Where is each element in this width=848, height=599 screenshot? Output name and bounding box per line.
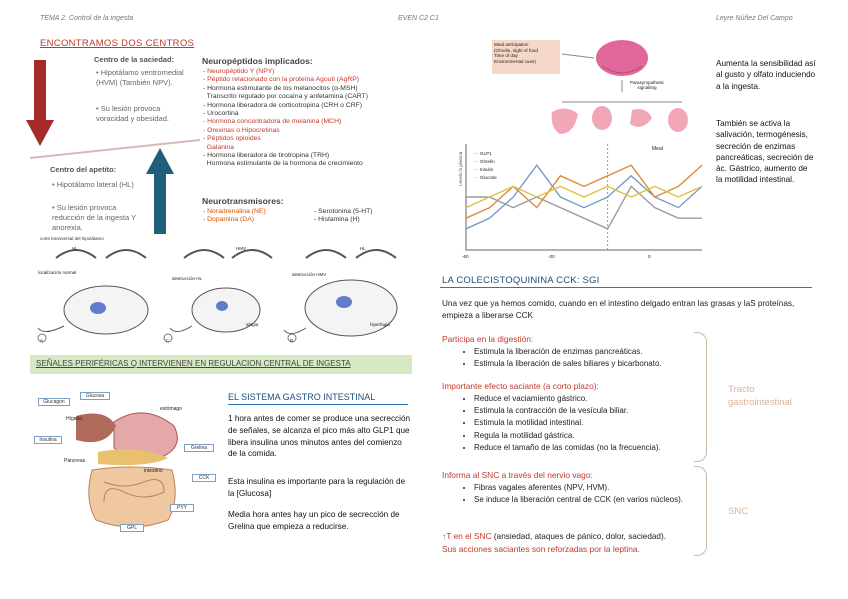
satiety-heading: Centro de la saciedad:: [94, 55, 175, 64]
rat-label-destruction-hmv: destrucción HMV: [292, 272, 327, 277]
legend-glp1: GLP1: [479, 151, 492, 156]
gastro-paragraph-3: Media hora antes hay un pico de secrección de Grelina que empieza a reducirse.: [228, 510, 400, 531]
neuropeptide-item: - Hormona liberadora de corticotropina (CRH o CRF): [203, 101, 363, 109]
rats-figure: [36, 230, 408, 346]
appetite-item-2: • Su lesión provoca reducción de la ingesta Y anorexia.: [52, 203, 136, 232]
arrow-up-icon: [146, 148, 174, 234]
arrow-down-icon: [26, 60, 54, 146]
meal-anticipation-box: Meal anticipation (Ghrelin, sight of food Time of day Environmental cues): [492, 40, 560, 74]
cck-leptin: Sus acciones saciantes son reforzadas por la leptina.: [442, 544, 640, 554]
gi-label-glucagon: Glucagon: [38, 398, 70, 406]
chart-ylabel: Levels in plasma: [458, 151, 463, 186]
gastro-paragraph-1: 1 hora antes de comer se produce una secrección de señales, se alcanza el pico más alto GLP1 que libera insulina unos minutos antes del comienzo de la comida.: [228, 414, 411, 459]
brain-label-hmv: HMV: [236, 246, 246, 251]
cck-intro: Una vez que ya hemos comido, cuando en el intestino delgado entran las grasas y laS proteínas, empieza a liberarse CCK: [442, 299, 795, 320]
appetite-item-1: • Hipotálamo lateral (HL): [52, 180, 134, 189]
side-label-snc: SNC: [728, 506, 749, 517]
gi-label-higado: Hígado: [66, 416, 83, 422]
cck-satiety-item: • Reduce el tamaño de las comidas (no la frecuencia).: [474, 442, 744, 454]
gi-illustration: [36, 386, 216, 544]
neuropeptides-list: [203, 68, 423, 169]
gi-label-cck: CCK: [192, 474, 216, 482]
panel-letter-a: A: [40, 338, 44, 343]
gi-label-pancreas: Páncreas: [64, 458, 86, 464]
cck-digest-label: Participa en la digestión:: [442, 334, 534, 344]
chart-meal-label: Meal: [652, 146, 663, 152]
tick-x-3: 0: [648, 254, 651, 259]
neuropeptide-item: Transcrito regulado por cocaína y anfetamina (CART): [203, 93, 368, 101]
neuropeptide-item: - Péptidos opioides: [203, 135, 261, 143]
gastro-title: EL SISTEMA GASTRO INTESTINAL: [228, 392, 376, 402]
header-right: Leyre Núñez Del Campo: [716, 15, 793, 22]
cck-title: LA COLECISTOQUININA CCK: SGI: [442, 275, 600, 286]
brace-tract: [694, 332, 707, 462]
tick-x-2: -30: [548, 254, 555, 259]
peripheral-banner: [30, 355, 412, 374]
gi-label-glucosa: Glucosa: [80, 392, 110, 400]
rats-illustration: [36, 230, 408, 346]
gi-figure: [36, 386, 216, 544]
cck-snc-list: [446, 482, 724, 506]
rat-label-normal: localización normal: [38, 270, 77, 275]
neuropeptides-heading: Neuropéptidos implicados:: [202, 56, 313, 66]
cck-satiety-item: • Regula la motilidad gástrica.: [474, 430, 744, 442]
chart-legend: — GLP1 — Ghrelin — Insulin — Glucose: [474, 151, 497, 180]
neuropeptide-item: - Hormona liberadora de tirotropina (TRH): [203, 152, 330, 160]
tick-x-1: -60: [462, 254, 469, 259]
rats-caption: corte transversal del hipotálamo: [40, 236, 104, 241]
satiety-item-2: • Su lesión provoca voracidad y obesidad.: [96, 104, 169, 123]
brain-label-hl-2: HL: [360, 246, 366, 251]
rat-label-afagia: afagia: [246, 322, 259, 327]
neuropeptide-item: - Neuropéptido Y (NPY): [203, 68, 275, 75]
neuropeptide-item: - Péptido relacionado con la proteína Agouti (AgRP): [203, 76, 360, 84]
gi-label-intestino: intestino: [144, 468, 163, 474]
divider-line: [30, 138, 202, 160]
cck-snc-item: • Fibras vagales aferentes (NPV, HVM).: [474, 482, 724, 494]
cck-satiety-label: Importante efecto saciante (a corto plazo):: [442, 381, 599, 391]
cck-extra: ↑T en el SNC (ansiedad, ataques de pánico, dolor, saciedad).: [442, 531, 666, 541]
header-center: EVEN C2 C1: [398, 15, 439, 22]
panel-letter-b: B: [290, 338, 294, 343]
cck-snc-label: Informa al SNC a través del nervio vago:: [442, 470, 593, 480]
neuropeptide-item: - Urocortina: [203, 110, 239, 118]
cck-digest-item: • Estimula la liberación de enzimas pancreáticas.: [474, 346, 744, 358]
gi-label-gpl: GPL: [120, 524, 144, 532]
brain-label-hl: HL: [72, 246, 78, 251]
neuropeptide-item: Galanina: [203, 143, 234, 151]
side-label-tract: Tracto gastrointestinal: [728, 384, 792, 408]
legend-insulin: Insulin: [479, 167, 494, 172]
cck-satiety-item: • Reduce el vaciamiento gástrico.: [474, 393, 744, 405]
legend-glucose: Glucose: [479, 175, 497, 180]
brace-snc: [694, 466, 707, 556]
gi-label-grelina: Grelina: [184, 444, 214, 452]
rat-label-hiperfagia: hiperfagia: [370, 322, 390, 327]
gi-label-estomago: estómago: [160, 406, 182, 412]
cck-satiety-item: • Estimula la contracción de la vesícula biliar.: [474, 405, 744, 417]
cck-title-rule: [440, 287, 812, 288]
neurotransmitters-right: - Serotonina (5-HT) - Histamina (H): [314, 208, 373, 224]
parasympathetic-label: Parasympathetic signalling: [629, 80, 665, 90]
side-note-p2: También se activa la salivación, termogénesis, secreción de enzimas pancreáticas, secreción de ác. Gástrico, aumento de la motilidad intestinal.: [716, 119, 814, 185]
gi-label-pyy: PYY: [170, 504, 194, 512]
satiety-item-1: • Hipotálamo ventromedial (HVM) (También NPV).: [96, 68, 184, 87]
side-note-p1: Aumenta la sensibilidad así al gusto y olfato induciendo a la ingesta.: [716, 59, 816, 91]
gastro-title-rule: [228, 404, 408, 405]
cck-digest-item: • Estimula la liberación de sales biliares y bicarbonato.: [474, 358, 744, 370]
peripheral-title: SEÑALES PERIFÉRICAS Q INTERVIENEN EN REGULACION CENTRAL DE INGESTA: [36, 359, 351, 368]
rat-label-destruction-hl: destrucción HL: [172, 276, 203, 281]
neurotransmitters-left: - Noradrenalina (NE) - Dopamina (DA): [203, 208, 266, 224]
appetite-heading: Centro del apetito:: [50, 165, 117, 174]
legend-ghrelin: Ghrelin: [479, 159, 495, 164]
neuropeptide-item: - Hormona concentradora de melanina (MCH): [203, 118, 342, 126]
neuropeptide-item: - Hormona estimulante de los melanocitos (α-MSH): [203, 84, 358, 92]
neuropeptide-item: Hormona estimulante de la hormona de crecimiento: [203, 160, 363, 168]
gastro-paragraph-2: Esta insulina es importante para la regulación de la [Glucosa]: [228, 477, 406, 498]
cck-satiety-item: • Estimula la motilidad intestinal.: [474, 417, 744, 429]
header-left: TEMA 2. Control de la ingesta: [40, 15, 134, 22]
cck-snc-item: • Se induce la liberación central de CCK (en varios núcleos).: [474, 494, 724, 506]
neuropeptide-item: - Orexinas o Hipocretinas: [203, 126, 280, 134]
neurotransmitters-heading: Neurotransmisores:: [202, 196, 284, 206]
gi-label-insulina: Insulina: [34, 436, 62, 444]
panel-letter-c: C: [166, 338, 170, 343]
meal-figure: [452, 36, 708, 262]
centers-title: ENCONTRAMOS DOS CENTROS: [40, 38, 195, 49]
